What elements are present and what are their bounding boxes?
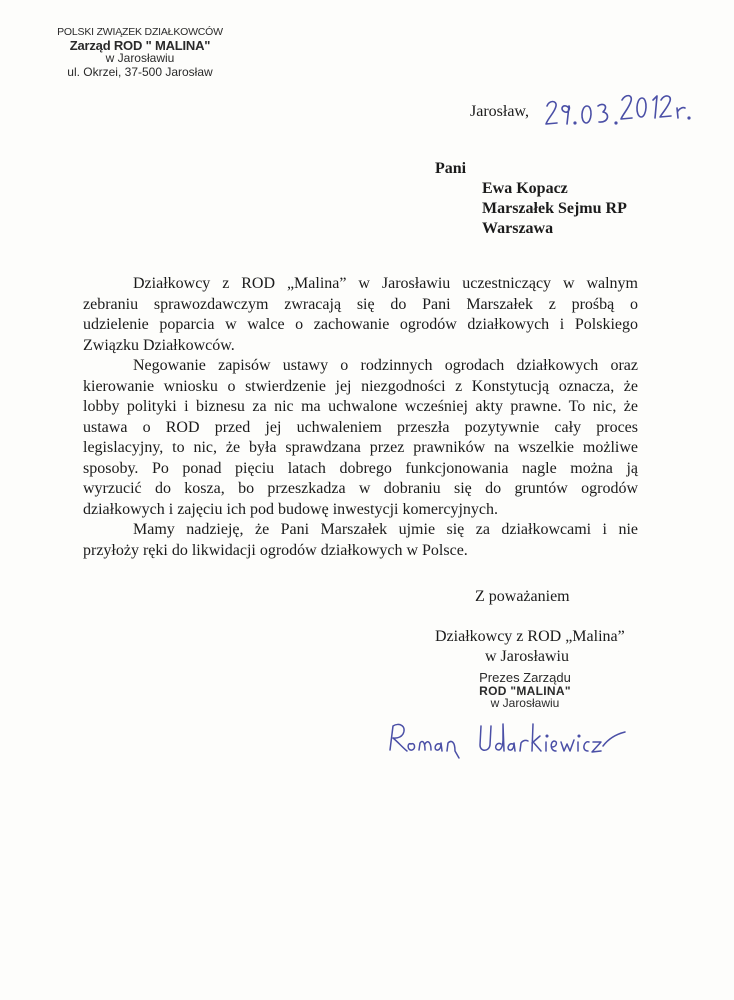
signature-stamp-line-2: ROD "MALINA": [479, 683, 571, 698]
text-line: Działkowcy z ROD „Malina” w Jarosławiu uczestniczący w walnym: [133, 275, 638, 292]
paragraph-1: [83, 274, 638, 356]
text-line: Związku Działkowców.: [83, 336, 235, 354]
text-line: legislacyjny, to nic, że była sprawdzana przez prawników na wszelkie możliwe: [83, 439, 638, 456]
text-line: Negowanie zapisów ustawy o rodzinnych ogrodach działkowych oraz: [133, 357, 638, 374]
text-line: przyłoży ręki do likwidacji ogrodów działkowych w Polsce.: [83, 541, 468, 559]
text-line: sposoby. Po ponad pięciu latach dobrego funkcjonowania nagle można ją: [83, 459, 638, 477]
text-line: wyrzucić do kosza, bo przeszkadza w dobraniu się do gruntów ogrodów: [83, 480, 638, 497]
handwritten-signature: [385, 718, 635, 768]
signature-stamp: [445, 672, 605, 710]
signature-stamp-line-3: w Jarosławiu: [490, 696, 560, 710]
closing-from-line-2: w Jarosławiu: [485, 648, 569, 665]
closing-regards: Z poważaniem: [475, 588, 570, 605]
signature-stamp-line-1: Prezes Zarządu: [479, 670, 571, 685]
organization-stamp: [50, 26, 230, 79]
stamp-address: ul. Okrzei, 37-500 Jarosław: [67, 65, 213, 79]
handwritten-date: [543, 88, 703, 130]
stamp-line-3: w Jarosławiu: [105, 51, 175, 65]
addressee-name: Ewa Kopacz: [482, 180, 568, 197]
addressee-title: Marszałek Sejmu RP: [482, 200, 627, 217]
stamp-line-2: Zarząd ROD " MALINA": [69, 38, 211, 53]
text-line: udzielenie poparcia w walce o zachowanie ogrodów działkowych i Polskiego: [83, 316, 638, 333]
text-line: działkowych i zajęciu ich pod budowę inwestycji komercyjnych.: [83, 500, 498, 518]
paragraph-2: [83, 356, 638, 520]
paragraph-3: [83, 520, 638, 561]
closing-from-line-1: Działkowcy z ROD „Malina”: [435, 628, 625, 645]
date-place: Jarosław,: [470, 103, 529, 120]
text-line: kierowanie wniosku o stwierdzenie jej niezgodności z Konstytucją oznacza, że: [83, 377, 638, 395]
text-line: zebraniu sprawozdawczym zwracają się do Pani Marszałek z prośbą o: [83, 295, 638, 313]
addressee-city: Warszawa: [482, 220, 554, 237]
text-line: ustawa o ROD przed jej uchwaleniem przeszła pozytywnie cały proces: [83, 418, 638, 436]
addressee-salutation: Pani: [435, 160, 467, 177]
stamp-line-1: POLSKI ZWIĄZEK DZIAŁKOWCÓW: [57, 26, 223, 38]
text-line: Mamy nadzieję, że Pani Marszałek ujmie się za działkowcami i nie: [133, 521, 638, 538]
text-line: lobby polityki i biznesu za nic ma uchwalone wcześniej akty prawne. To nic, że: [83, 398, 638, 415]
